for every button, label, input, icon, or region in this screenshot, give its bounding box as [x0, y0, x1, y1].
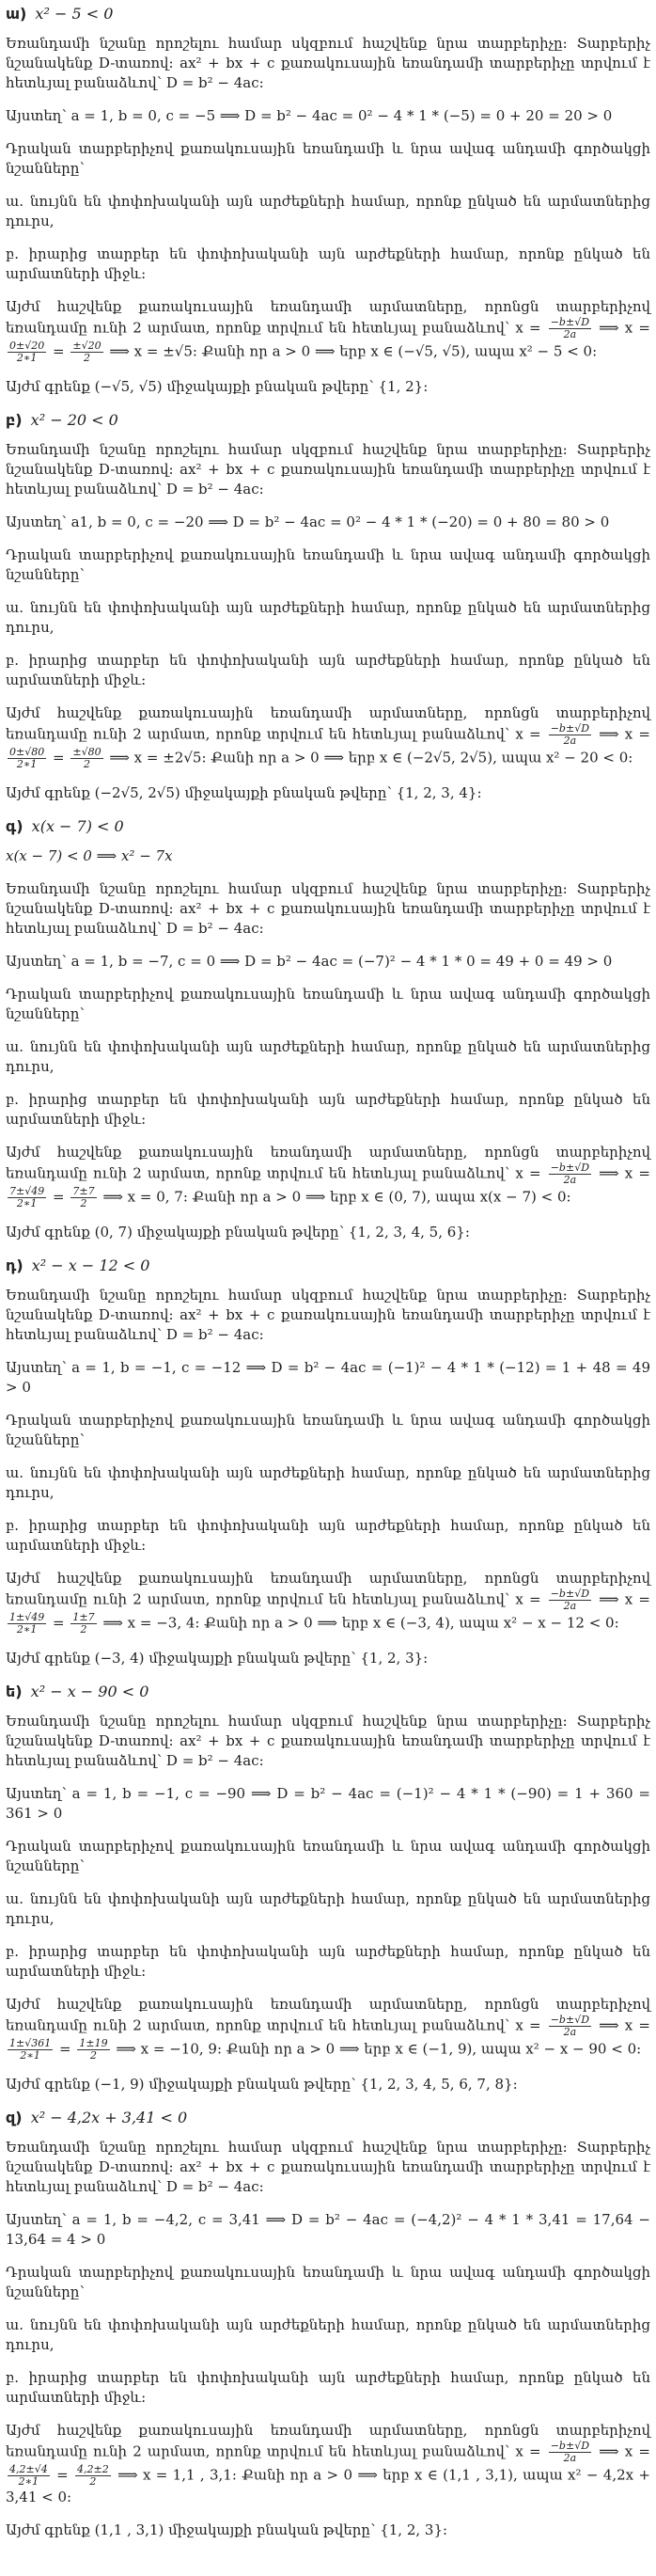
implies-text: ⟹ x =	[599, 2016, 650, 2034]
fraction-denominator: 2a	[563, 2452, 577, 2464]
substituted-fraction	[8, 2464, 50, 2488]
roots-intro-text: Այժմ հաշվենք քառակուսային եռանդամի արմատները, որոնցն տարբերիչով եռանդամը ունի 2 արմատ, որոնք տրվում են հետևյալ բանաձևով՝ x =	[6, 2422, 650, 2460]
rule-case-a: ա. նույնն են փոփոխականի այն արժեքների համար, որոնք ընկած են արմատներից դուրս,	[6, 2316, 650, 2353]
fraction-numerator: 7±7	[72, 1185, 95, 1197]
roots-conclusion-text: ⟹ x = 1,1 , 3,1: Քանի որ a > 0 ⟹ երբ x ∈ (1,1 , 3,1), ապա x² − 4,2x + 3,41 < 0:	[6, 2466, 651, 2505]
discriminant-calculation: Այստեղ՝ a = 1, b = −1, c = −90 ⟹ D = b² − 4ac = (−1)² − 4 * 1 * (−90) = 1 + 360 = 361 > 0	[6, 1785, 650, 1822]
solution-section	[6, 4, 650, 397]
rule-case-b: բ. իրարից տարբեր են փոփոխականի այն արժեքների համար, որոնք ընկած են արմատների միջև:	[6, 1517, 650, 1554]
implies-text: ⟹ x =	[599, 2442, 650, 2460]
quadratic-formula-fraction	[549, 2015, 591, 2038]
fraction-numerator: ±√20	[72, 340, 102, 352]
natural-numbers-answer: Այժմ գրենք (−2√5, 2√5) միջակայքի բնական թվերը՝ {1, 2, 3, 4}:	[6, 784, 482, 801]
problem-title	[6, 1256, 650, 1276]
fraction-denominator: 2a	[563, 328, 577, 340]
roots-paragraph	[6, 1569, 650, 1636]
fraction-numerator: −b±√D	[550, 316, 590, 328]
fraction-denominator: 2∗1	[16, 758, 38, 770]
solution-section	[6, 1256, 650, 1668]
roots-intro-text: Այժմ հաշվենք քառակուսային եռանդամի արմատները, որոնցն տարբերիչով եռանդամը ունի 2 արմատ, որոնք տրվում են հետևյալ բանաձևով՝ x =	[6, 1996, 650, 2034]
discriminant-intro: Եռանդամի նշանը որոշելու համար սկզբում հաշվենք նրա տարբերիչը: Տարբերիչ նշանակենք D-տառով: ax² + bx + c քառակուսային եռանդամի տարբերիչը տրվում է հետևյալ բանաձևով՝ D = b² − 4ac:	[6, 1713, 650, 1769]
problem-inequality: x² − 20 < 0	[30, 411, 118, 429]
roots-conclusion-text: ⟹ x = −3, 4: Քանի որ a > 0 ⟹ երբ x ∈ (−3, 4), ապա x² − x − 12 < 0:	[102, 1614, 619, 1632]
fraction-denominator: 2∗1	[20, 2049, 40, 2062]
roots-conclusion-text: ⟹ x = ±2√5: Քանի որ a > 0 ⟹ երբ x ∈ (−2√5, 2√5), ապա x² − 20 < 0:	[109, 749, 633, 766]
natural-numbers-answer: Այժմ գրենք (1,1 , 3,1) միջակայքի բնական թվերը՝ {1, 2, 3}:	[6, 2521, 448, 2538]
positive-discriminant-note: Դրական տարբերիչով քառակուսային եռանդամի և նրա ավագ անդամի գործակցի նշանները՝	[6, 2264, 650, 2300]
equals-text: =	[56, 2466, 69, 2484]
problem-letter: ե)	[6, 1683, 23, 1700]
roots-conclusion-text: ⟹ x = −10, 9: Քանի որ a > 0 ⟹ երբ x ∈ (−1, 9), ապա x² − x − 90 < 0:	[116, 2040, 642, 2058]
simplified-fraction	[70, 1612, 96, 1636]
rule-case-b: բ. իրարից տարբեր են փոփոխականի այն արժեքների համար, որոնք ընկած են արմատների միջև:	[6, 1943, 650, 1980]
fraction-denominator: 2	[83, 352, 90, 364]
fraction-denominator: 2a	[563, 1600, 577, 1612]
roots-paragraph	[6, 2421, 650, 2507]
substituted-fraction	[8, 1612, 46, 1636]
discriminant-calculation: Այստեղ՝ a = 1, b = −1, c = −12 ⟹ D = b² − 4ac = (−1)² − 4 * 1 * (−12) = 1 + 48 = 49 > 0	[6, 1359, 650, 1396]
natural-numbers-answer: Այժմ գրենք (0, 7) միջակայքի բնական թվերը՝ {1, 2, 3, 4, 5, 6}:	[6, 1224, 470, 1241]
rule-case-b: բ. իրարից տարբեր են փոփոխականի այն արժեքների համար, որոնք ընկած են արմատների միջև:	[6, 245, 650, 282]
positive-discriminant-note: Դրական տարբերիչով քառակուսային եռանդամի և նրա ավագ անդամի գործակցի նշանները՝	[6, 1838, 650, 1874]
roots-paragraph	[6, 1995, 650, 2062]
solution-section	[6, 2108, 650, 2540]
fraction-denominator: 2	[83, 758, 90, 770]
rule-case-a: ա. նույնն են փոփոխականի այն արժեքների համար, որոնք ընկած են արմատներից դուրս,	[6, 599, 650, 636]
roots-intro-text: Այժմ հաշվենք քառակուսային եռանդամի արմատները, որոնցն տարբերիչով եռանդամը ունի 2 արմատ, որոնք տրվում են հետևյալ բանաձևով՝ x =	[6, 1144, 650, 1182]
discriminant-calculation: Այստեղ՝ a = 1, b = −4,2, c = 3,41 ⟹ D = b² − 4ac = (−4,2)² − 4 * 1 * 3,41 = 17,64 − 13,64 = 4 > 0	[6, 2211, 650, 2248]
roots-conclusion-text: ⟹ x = ±√5: Քանի որ a > 0 ⟹ երբ x ∈ (−√5, √5), ապա x² − 5 < 0:	[109, 342, 598, 360]
problem-inequality: x² − x − 12 < 0	[31, 1256, 150, 1274]
roots-paragraph	[6, 703, 650, 770]
problem-inequality: x² − 4,2x + 3,41 < 0	[30, 2109, 188, 2126]
fraction-denominator: 2	[80, 1623, 87, 1636]
fraction-denominator: 2	[89, 2049, 97, 2062]
positive-discriminant-note: Դրական տարբերիչով քառակուսային եռանդամի և նրա ավագ անդամի գործակցի նշանները՝	[6, 546, 650, 583]
problem-letter: ա)	[6, 5, 27, 23]
discriminant-intro: Եռանդամի նշանը որոշելու համար սկզբում հաշվենք նրա տարբերիչը: Տարբերիչ նշանակենք D-տառով: ax² + bx + c քառակուսային եռանդամի տարբերիչը տրվում է հետևյալ բանաձևով՝ D = b² − 4ac:	[6, 35, 650, 91]
fraction-denominator: 2∗1	[16, 1623, 38, 1636]
equals-text: =	[53, 1188, 65, 1206]
problem-title	[6, 1682, 650, 1702]
rule-case-a: ա. նույնն են փոփոխականի այն արժեքների համար, որոնք ընկած են արմատներից դուրս,	[6, 193, 650, 229]
simplified-fraction	[75, 2464, 111, 2488]
quadratic-formula-fraction	[549, 723, 591, 747]
fraction-numerator: −b±√D	[550, 2014, 590, 2026]
fraction-numerator: 0±√20	[9, 340, 45, 352]
problem-title	[6, 410, 650, 431]
roots-intro-text: Այժմ հաշվենք քառակուսային եռանդամի արմատները, որոնցն տարբերիչով եռանդամը ունի 2 արմատ, որոնք տրվում են հետևյալ բանաձևով՝ x =	[6, 704, 650, 743]
positive-discriminant-note: Դրական տարբերիչով քառակուսային եռանդամի և նրա ավագ անդամի գործակցի նշանները՝	[6, 1412, 650, 1448]
fraction-numerator: 1±7	[72, 1611, 95, 1623]
fraction-numerator: 1±√361	[9, 2037, 52, 2049]
rewrite-line: x(x − 7) < 0 ⟹ x² − 7x	[6, 847, 173, 864]
problem-letter: գ)	[6, 817, 23, 835]
rule-case-b: բ. իրարից տարբեր են փոփոխականի այն արժեքների համար, որոնք ընկած են արմատների միջև:	[6, 1091, 650, 1128]
fraction-numerator: −b±√D	[550, 1588, 590, 1600]
roots-paragraph	[6, 1143, 650, 1209]
substituted-fraction	[8, 340, 46, 364]
fraction-numerator: 4,2±√4	[9, 2463, 48, 2475]
fraction-numerator: ±√80	[72, 746, 102, 758]
implies-text: ⟹ x =	[599, 1590, 650, 1608]
implies-text: ⟹ x =	[599, 725, 650, 743]
discriminant-intro: Եռանդամի նշանը որոշելու համար սկզբում հաշվենք նրա տարբերիչը: Տարբերիչ նշանակենք D-տառով: ax² + bx + c քառակուսային եռանդամի տարբերիչը տրվում է հետևյալ բանաձևով՝ D = b² − 4ac:	[6, 441, 650, 498]
substituted-fraction	[8, 2038, 53, 2062]
fraction-numerator: 0±√80	[9, 746, 45, 758]
problem-title	[6, 816, 650, 837]
fraction-denominator: 2a	[563, 1174, 577, 1186]
solution-section	[6, 816, 650, 1242]
rule-case-b: բ. իրարից տարբեր են փոփոխականի այն արժեքների համար, որոնք ընկած են արմատների միջև:	[6, 2369, 650, 2406]
problem-inequality: x(x − 7) < 0	[31, 817, 124, 835]
roots-paragraph	[6, 297, 650, 364]
simplified-fraction	[70, 1186, 96, 1209]
substituted-fraction	[8, 1186, 46, 1209]
natural-numbers-answer: Այժմ գրենք (−3, 4) միջակայքի բնական թվերը՝ {1, 2, 3}:	[6, 1650, 429, 1667]
fraction-numerator: −b±√D	[550, 2440, 590, 2452]
fraction-denominator: 2a	[563, 735, 577, 747]
quadratic-formula-fraction	[549, 2441, 591, 2464]
problem-letter: զ)	[6, 2109, 23, 2126]
problem-letter: բ)	[6, 411, 23, 429]
positive-discriminant-note: Դրական տարբերիչով քառակուսային եռանդամի և նրա ավագ անդամի գործակցի նշանները՝	[6, 140, 650, 177]
equals-text: =	[53, 342, 65, 360]
fraction-denominator: 2∗1	[16, 352, 38, 364]
discriminant-calculation: Այստեղ՝ a = 1, b = −7, c = 0 ⟹ D = b² − 4ac = (−7)² − 4 * 1 * 0 = 49 + 0 = 49 > 0	[6, 953, 613, 970]
discriminant-calculation: Այստեղ՝ a1, b = 0, c = −20 ⟹ D = b² − 4ac = 0² − 4 * 1 * (−20) = 0 + 80 = 80 > 0	[6, 514, 610, 530]
rule-case-a: ա. նույնն են փոփոխականի այն արժեքների համար, որոնք ընկած են արմատներից դուրս,	[6, 1038, 650, 1075]
problem-letter: դ)	[6, 1256, 23, 1274]
quadratic-formula-fraction	[549, 1162, 591, 1186]
discriminant-calculation: Այստեղ՝ a = 1, b = 0, c = −5 ⟹ D = b² − 4ac = 0² − 4 * 1 * (−5) = 0 + 20 = 20 > 0	[6, 107, 613, 124]
discriminant-intro: Եռանդամի նշանը որոշելու համար սկզբում հաշվենք նրա տարբերիչը: Տարբերիչ նշանակենք D-տառով: ax² + bx + c քառակուսային եռանդամի տարբերիչը տրվում է հետևյալ բանաձևով՝ D = b² − 4ac:	[6, 1287, 650, 1343]
positive-discriminant-note: Դրական տարբերիչով քառակուսային եռանդամի և նրա ավագ անդամի գործակցի նշանները՝	[6, 986, 650, 1022]
quadratic-formula-fraction	[549, 1588, 591, 1612]
roots-intro-text: Այժմ հաշվենք քառակուսային եռանդամի արմատները, որոնցն տարբերիչով եռանդամը ունի 2 արմատ, որոնք տրվում են հետևյալ բանաձևով՝ x =	[6, 298, 650, 337]
fraction-numerator: −b±√D	[550, 1162, 590, 1174]
fraction-denominator: 2	[80, 1197, 87, 1209]
fraction-denominator: 2∗1	[16, 1197, 38, 1209]
equals-text: =	[59, 2040, 71, 2058]
natural-numbers-answer: Այժմ գրենք (−√5, √5) միջակայքի բնական թվերը՝ {1, 2}:	[6, 378, 429, 395]
problem-title	[6, 4, 650, 24]
problem-inequality: x² − 5 < 0	[35, 5, 114, 23]
rule-case-a: ա. նույնն են փոփոխականի այն արժեքների համար, որոնք ընկած են արմատներից դուրս,	[6, 1890, 650, 1927]
quadratic-formula-fraction	[549, 317, 591, 340]
substituted-fraction	[8, 747, 46, 770]
roots-intro-text: Այժմ հաշվենք քառակուսային եռանդամի արմատները, որոնցն տարբերիչով եռանդամը ունի 2 արմատ, որոնք տրվում են հետևյալ բանաձևով՝ x =	[6, 1570, 650, 1608]
roots-conclusion-text: ⟹ x = 0, 7: Քանի որ a > 0 ⟹ երբ x ∈ (0, 7), ապա x(x − 7) < 0:	[102, 1188, 571, 1206]
fraction-numerator: 1±√49	[9, 1611, 45, 1623]
equals-text: =	[53, 749, 65, 766]
fraction-numerator: 1±19	[79, 2037, 108, 2049]
simplified-fraction	[70, 340, 102, 364]
rule-case-b: բ. իրարից տարբեր են փոփոխականի այն արժեքների համար, որոնք ընկած են արմատների միջև:	[6, 652, 650, 688]
fraction-numerator: −b±√D	[550, 722, 590, 735]
solution-section	[6, 410, 650, 803]
solution-section	[6, 1682, 650, 2094]
fraction-denominator: 2a	[563, 2026, 577, 2038]
fraction-numerator: 4,2±2	[77, 2463, 109, 2475]
discriminant-intro: Եռանդամի նշանը որոշելու համար սկզբում հաշվենք նրա տարբերիչը: Տարբերիչ նշանակենք D-տառով: ax² + bx + c քառակուսային եռանդամի տարբերիչը տրվում է հետևյալ բանաձևով՝ D = b² − 4ac:	[6, 880, 650, 937]
rule-case-a: ա. նույնն են փոփոխականի այն արժեքների համար, որոնք ընկած են արմատներից դուրս,	[6, 1464, 650, 1501]
fraction-denominator: 2∗1	[18, 2475, 39, 2488]
natural-numbers-answer: Այժմ գրենք (−1, 9) միջակայքի բնական թվերը՝ {1, 2, 3, 4, 5, 6, 7, 8}:	[6, 2076, 518, 2093]
discriminant-intro: Եռանդամի նշանը որոշելու համար սկզբում հաշվենք նրա տարբերիչը: Տարբերիչ նշանակենք D-տառով: ax² + bx + c քառակուսային եռանդամի տարբերիչը տրվում է հետևյալ բանաձևով՝ D = b² − 4ac:	[6, 2139, 650, 2195]
simplified-fraction	[70, 747, 102, 770]
fraction-denominator: 2	[89, 2475, 97, 2488]
problem-title	[6, 2108, 650, 2128]
simplified-fraction	[77, 2038, 109, 2062]
fraction-numerator: 7±√49	[9, 1185, 45, 1197]
implies-text: ⟹ x =	[599, 319, 650, 337]
problem-inequality: x² − x − 90 < 0	[30, 1683, 149, 1700]
implies-text: ⟹ x =	[599, 1164, 650, 1182]
equals-text: =	[53, 1614, 65, 1632]
